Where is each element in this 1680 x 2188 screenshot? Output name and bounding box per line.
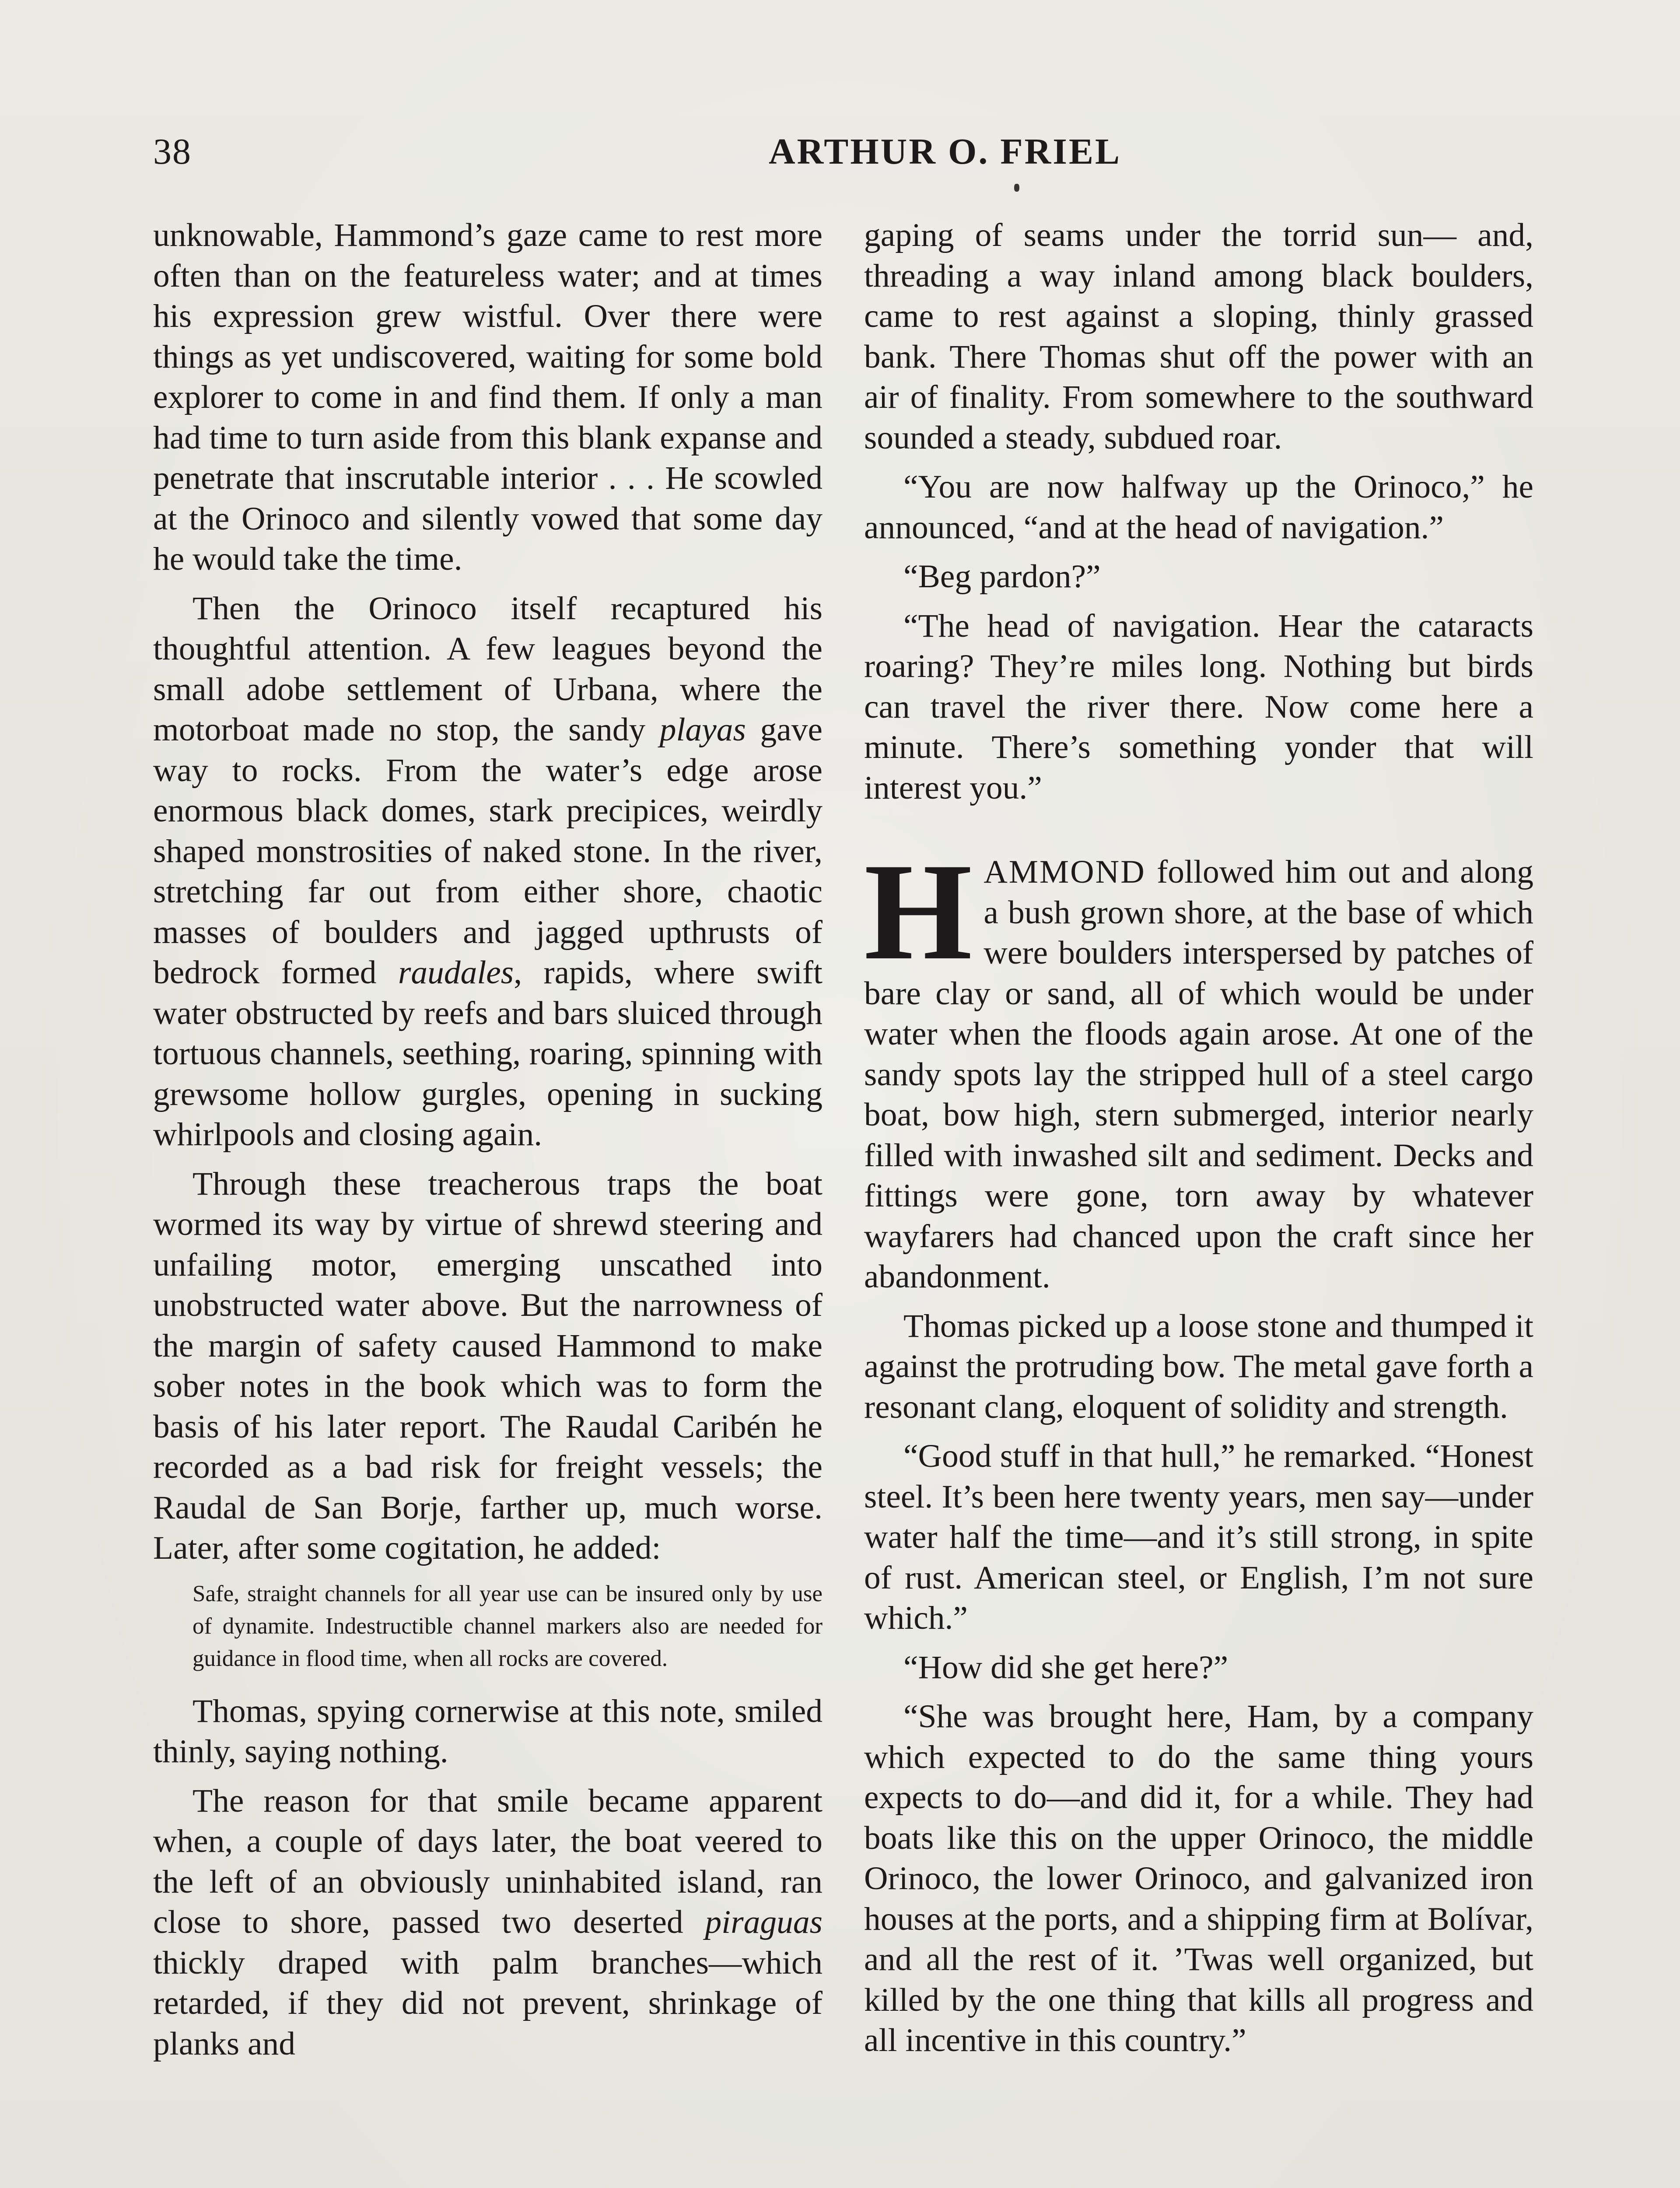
text-run: thickly draped with palm branches—which retarded, if they did not prevent, shrinkage of planks and <box>153 1944 822 2062</box>
italic-term: raudales <box>398 954 514 991</box>
running-head-author: ARTHUR O. FRIEL <box>768 131 1122 172</box>
paragraph: unknowable, Hammond’s gaze came to rest more often than on the featureless water; and at times his expression grew wistful. Over there were things as yet undiscovered, waiting for some bold explorer to come in and find them. If only a man had time to turn aside from this blank expanse and penetrate that inscrutable interior . . . He scowled at the Orinoco and silently vowed that some day he would take the time. <box>153 217 822 577</box>
page-header <box>153 128 1536 185</box>
small-caps-word: AMMOND <box>984 854 1146 890</box>
paragraph: “She was brought here, Ham, by a company which expected to do the same thing yours expects to do—and did it, for a while. They had boats like this on the upper Orinoco, the middle Orinoco, the lower Orinoco, and galvanized iron houses at the ports, and a shipping firm at Bolívar, and all the rest of it. ’Twas well organized, but killed by the one thing that kills all progress and all incentive in this country.” <box>864 1698 1533 2058</box>
italic-term: playas <box>659 712 746 748</box>
paragraph: “Beg pardon?” <box>903 558 1101 595</box>
paragraph: Thomas, spying cornerwise at this note, smiled thinly, saying nothing. <box>153 1693 822 1770</box>
italic-term: piraguas <box>705 1904 822 1940</box>
page-number: 38 <box>153 131 192 172</box>
paragraph <box>153 1781 822 2065</box>
block-quote-note: Safe, straight channels for all year use can be insured only by use of dynamite. Indestructible channel markers also are needed for guidance in flood time, when all rocks are covered. <box>192 1581 822 1671</box>
paragraph: “Good stuff in that hull,” he remarked. “Honest steel. It’s been here twenty years, men say—under water half the time—and it’s still strong, in spite of rust. American steel, or English, I’m not sure which.” <box>864 1438 1533 1636</box>
paragraph <box>153 589 822 1155</box>
text-run: followed him out and along a bush grown shore, at the base of which were boulders interspersed by patches of bare clay or sand, all of which would be under water when the floods again arose. At one of the sandy spots lay the stripped hull of a steel cargo boat, bow high, stern submerged, interior nearly filled with inwashed silt and sediment. Decks and fittings were gone, torn away by whatever wayfarers had chanced upon the craft since her abandonment. <box>864 854 1533 1295</box>
section-opening-paragraph <box>864 835 1533 1297</box>
text-run: Then the Orinoco itself recaptured his thoughtful attention. A few leagues beyond the small adobe settlement of Urbana, where the motorboat made no stop, the sandy <box>153 590 822 748</box>
drop-cap-letter: H <box>864 835 973 989</box>
text-run: , rapids, where swift water obstructed by reefs and bars sluiced through tortuous channels, seething, roaring, spinning with grewsome hollow gurgles, opening in sucking whirlpools and closing again. <box>153 954 823 1153</box>
paragraph: Thomas picked up a loose stone and thumped it against the protruding bow. The metal gave forth a resonant clang, eloquent of solidity and strength. <box>864 1308 1533 1425</box>
text-run: gave way to rocks. From the water’s edge arose enormous black domes, stark precipices, weirdly shaped monstrosities of naked stone. In the river, stretching far out from either shore, chaotic masses of boulders and jagged upthrusts of bedrock formed <box>153 712 822 991</box>
right-column <box>864 215 1533 2061</box>
paragraph: “How did she get here?” <box>903 1649 1228 1686</box>
paragraph: “The head of navigation. Hear the cataracts roaring? They’re miles long. Nothing but birds can travel the river there. Now come here a minute. There’s something yonder that will interest you.” <box>864 607 1533 806</box>
left-column <box>153 215 822 2064</box>
text-run: The reason for that smile became apparent when, a couple of days later, the boat veered to the left of an obviously uninhabited island, ran close to shore, passed two deserted <box>153 1782 822 1940</box>
print-speck <box>1014 184 1019 192</box>
paragraph: “You are now halfway up the Orinoco,” he announced, “and at the head of navigation.” <box>864 469 1533 546</box>
paragraph: Through these treacherous traps the boat wormed its way by virtue of shrewd steering and unfailing motor, emerging unscathed into unobstructed water above. But the narrowness of the margin of safety caused Hammond to make sober notes in the book which was to form the basis of his later report. The Raudal Caribén he recorded as a bad risk for freight vessels; the Raudal de San Borje, farther up, much worse. Later, after some cogitation, he added: <box>153 1165 822 1566</box>
paragraph: gaping of seams under the torrid sun— and, threading a way inland among black boulders, came to rest against a sloping, thinly grassed bank. There Thomas shut off the power with an air of finality. From somewhere to the southward sounded a steady, subdued roar. <box>864 217 1533 456</box>
